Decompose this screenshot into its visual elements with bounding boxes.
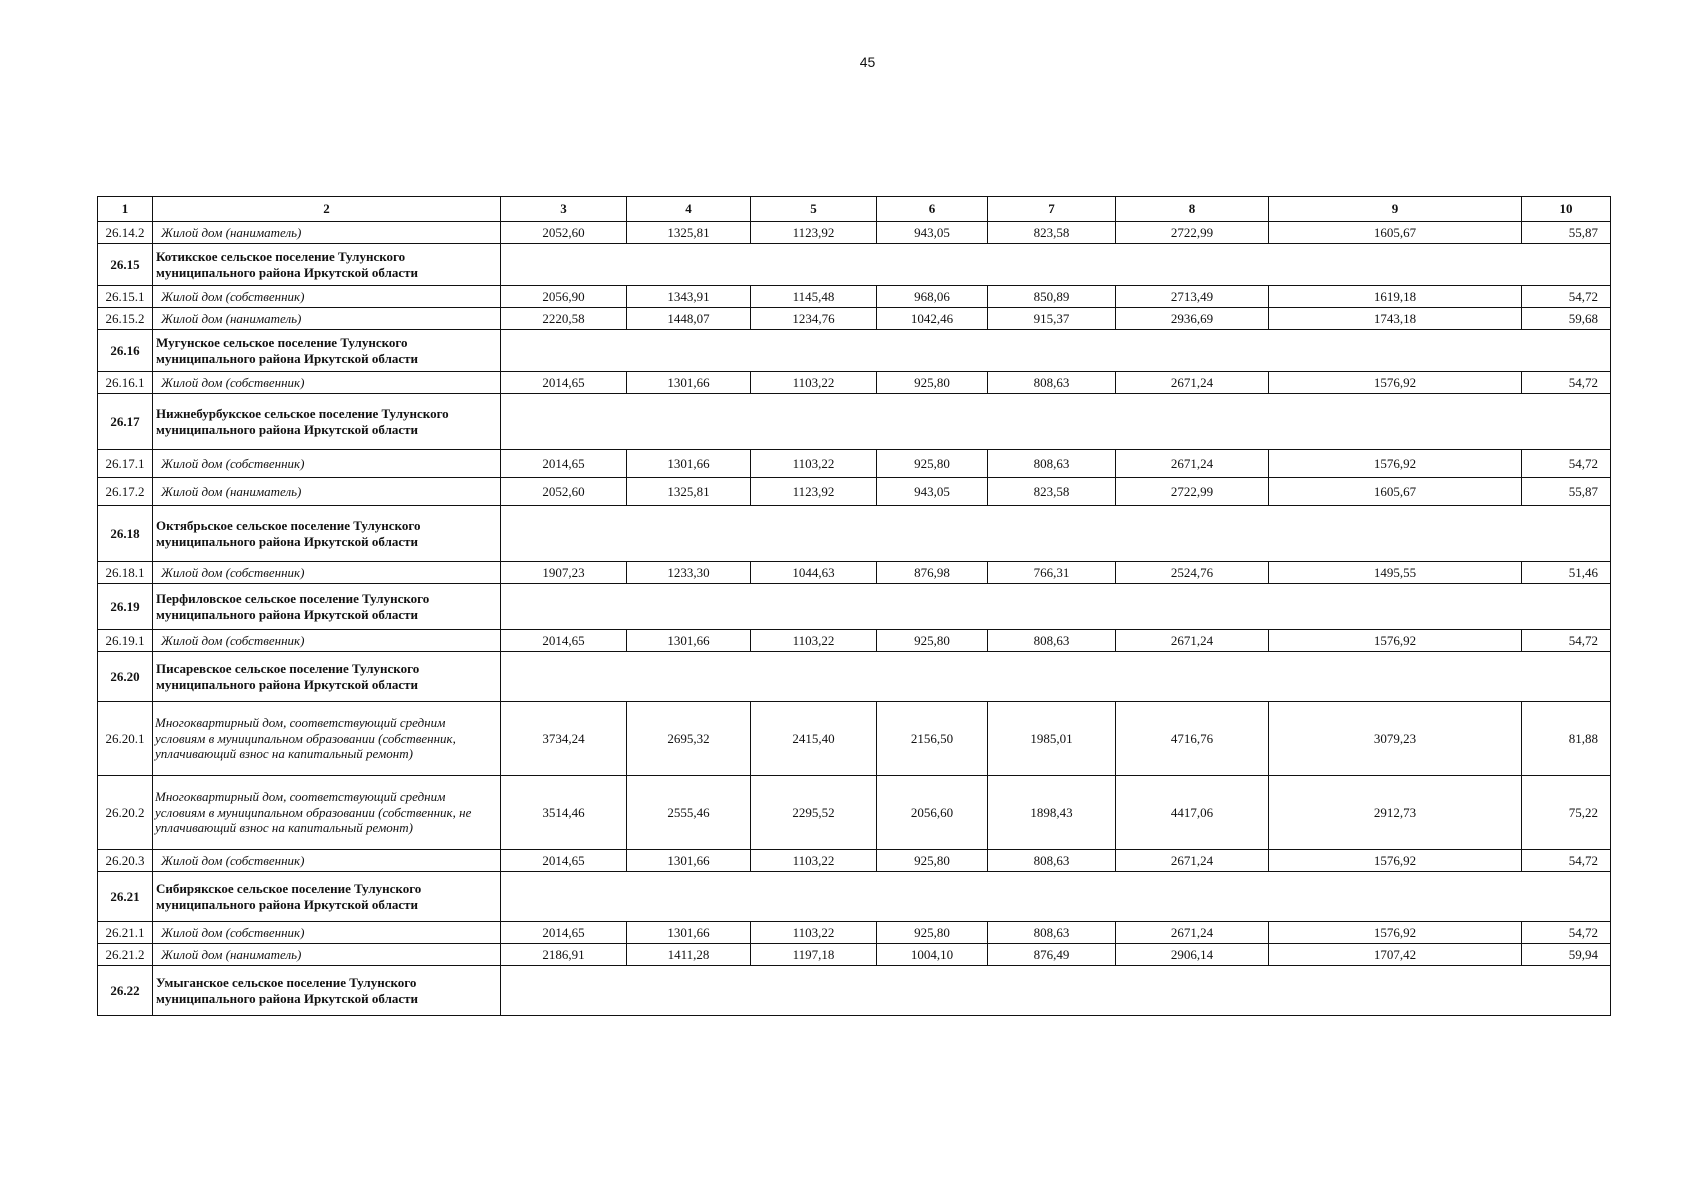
value-cell-col-7: 823,58: [988, 222, 1116, 244]
value-cell-col-4: 1325,81: [627, 222, 751, 244]
housing-type: Жилой дом (собственник): [153, 372, 501, 394]
value-cell-col-6: 2056,60: [877, 776, 988, 850]
value-cell-col-6: 925,80: [877, 850, 988, 872]
section-empty-cell: [501, 330, 1611, 372]
table-row: [98, 922, 1611, 944]
housing-type: Жилой дом (наниматель): [153, 944, 501, 966]
page-number: 45: [859, 54, 876, 70]
section-empty-cell: [501, 506, 1611, 562]
column-header: 9: [1269, 197, 1522, 222]
housing-type: Жилой дом (наниматель): [153, 308, 501, 330]
value-cell-col-6: 925,80: [877, 372, 988, 394]
value-cell-col-7: 915,37: [988, 308, 1116, 330]
row-number: 26.20.1: [98, 702, 153, 776]
value-cell-col-4: 1343,91: [627, 286, 751, 308]
value-cell-col-9: 1576,92: [1269, 850, 1522, 872]
row-number: 26.18.1: [98, 562, 153, 584]
value-cell-col-6: 943,05: [877, 478, 988, 506]
value-cell-col-7: 1898,43: [988, 776, 1116, 850]
section-row: [98, 394, 1611, 450]
value-cell-col-9: 1605,67: [1269, 222, 1522, 244]
row-number: 26.19.1: [98, 630, 153, 652]
value-cell-col-8: 2722,99: [1116, 222, 1269, 244]
table-row: [98, 222, 1611, 244]
value-cell-col-7: 808,63: [988, 850, 1116, 872]
housing-type: Жилой дом (собственник): [153, 850, 501, 872]
value-cell-col-4: 1301,66: [627, 922, 751, 944]
row-number: 26.17.1: [98, 450, 153, 478]
value-cell-col-9: 1576,92: [1269, 450, 1522, 478]
table-row: [98, 850, 1611, 872]
value-cell-col-5: 1123,92: [751, 222, 877, 244]
value-cell-col-8: 2671,24: [1116, 922, 1269, 944]
housing-type: Жилой дом (собственник): [153, 922, 501, 944]
value-cell-col-6: 943,05: [877, 222, 988, 244]
value-cell-col-8: 2671,24: [1116, 450, 1269, 478]
section-row: [98, 244, 1611, 286]
value-cell-col-3: 2014,65: [501, 372, 627, 394]
column-header: 2: [153, 197, 501, 222]
value-cell-col-10: 81,88: [1522, 702, 1611, 776]
value-cell-col-3: 2014,65: [501, 922, 627, 944]
section-title: [153, 244, 501, 286]
table-row: [98, 286, 1611, 308]
value-cell-col-7: 876,49: [988, 944, 1116, 966]
value-cell-col-9: 1707,42: [1269, 944, 1522, 966]
table-row: [98, 308, 1611, 330]
housing-type: Жилой дом (собственник): [153, 562, 501, 584]
value-cell-col-5: 1103,22: [751, 630, 877, 652]
row-number: 26.14.2: [98, 222, 153, 244]
value-cell-col-6: 925,80: [877, 450, 988, 478]
value-cell-col-6: 1042,46: [877, 308, 988, 330]
value-cell-col-6: 876,98: [877, 562, 988, 584]
table-row: [98, 702, 1611, 776]
value-cell-col-5: 1197,18: [751, 944, 877, 966]
value-cell-col-10: 54,72: [1522, 286, 1611, 308]
value-cell-col-10: 51,46: [1522, 562, 1611, 584]
value-cell-col-7: 766,31: [988, 562, 1116, 584]
value-cell-col-3: 3734,24: [501, 702, 627, 776]
value-cell-col-3: 2014,65: [501, 630, 627, 652]
value-cell-col-8: 2671,24: [1116, 850, 1269, 872]
value-cell-col-9: 1743,18: [1269, 308, 1522, 330]
section-title-text: Перфиловское сельское поселение Тулунского муниципального района Иркутской области: [156, 590, 430, 622]
value-cell-col-8: 2906,14: [1116, 944, 1269, 966]
section-row: [98, 330, 1611, 372]
value-cell-col-4: 1301,66: [627, 450, 751, 478]
section-row: [98, 506, 1611, 562]
value-cell-col-10: 75,22: [1522, 776, 1611, 850]
value-cell-col-5: 2295,52: [751, 776, 877, 850]
value-cell-col-3: 1907,23: [501, 562, 627, 584]
section-number: 26.21: [98, 872, 153, 922]
section-empty-cell: [501, 966, 1611, 1016]
section-empty-cell: [501, 394, 1611, 450]
value-cell-col-10: 54,72: [1522, 450, 1611, 478]
row-number: 26.21.2: [98, 944, 153, 966]
value-cell-col-3: 2014,65: [501, 450, 627, 478]
value-cell-col-10: 55,87: [1522, 478, 1611, 506]
section-number: 26.19: [98, 584, 153, 630]
housing-type: Жилой дом (наниматель): [153, 478, 501, 506]
section-empty-cell: [501, 872, 1611, 922]
section-row: [98, 872, 1611, 922]
value-cell-col-6: 925,80: [877, 922, 988, 944]
tariff-table: [97, 196, 1611, 1016]
value-cell-col-7: 808,63: [988, 372, 1116, 394]
row-number: 26.20.2: [98, 776, 153, 850]
value-cell-col-8: 2671,24: [1116, 372, 1269, 394]
section-title-text: Умыганское сельское поселение Тулунского муниципального района Иркутской области: [156, 974, 419, 1006]
column-header: 6: [877, 197, 988, 222]
value-cell-col-5: 2415,40: [751, 702, 877, 776]
section-number: 26.20: [98, 652, 153, 702]
section-title: [153, 652, 501, 702]
column-header: 3: [501, 197, 627, 222]
value-cell-col-4: 1301,66: [627, 850, 751, 872]
value-cell-col-7: 808,63: [988, 922, 1116, 944]
value-cell-col-5: 1103,22: [751, 372, 877, 394]
value-cell-col-4: 1301,66: [627, 630, 751, 652]
value-cell-col-3: 2052,60: [501, 478, 627, 506]
section-title: [153, 506, 501, 562]
value-cell-col-8: 2713,49: [1116, 286, 1269, 308]
value-cell-col-9: 2912,73: [1269, 776, 1522, 850]
value-cell-col-9: 1495,55: [1269, 562, 1522, 584]
housing-type: Жилой дом (собственник): [153, 630, 501, 652]
value-cell-col-7: 823,58: [988, 478, 1116, 506]
value-cell-col-8: 2936,69: [1116, 308, 1269, 330]
value-cell-col-8: 2722,99: [1116, 478, 1269, 506]
value-cell-col-5: 1044,63: [751, 562, 877, 584]
row-number: 26.21.1: [98, 922, 153, 944]
value-cell-col-5: 1234,76: [751, 308, 877, 330]
value-cell-col-4: 1411,28: [627, 944, 751, 966]
table-row: [98, 562, 1611, 584]
value-cell-col-10: 54,72: [1522, 630, 1611, 652]
column-header: 8: [1116, 197, 1269, 222]
section-empty-cell: [501, 652, 1611, 702]
value-cell-col-9: 1576,92: [1269, 630, 1522, 652]
section-number: 26.15: [98, 244, 153, 286]
column-header: 10: [1522, 197, 1611, 222]
value-cell-col-3: 2052,60: [501, 222, 627, 244]
column-header: 7: [988, 197, 1116, 222]
table-row: [98, 944, 1611, 966]
value-cell-col-3: 2186,91: [501, 944, 627, 966]
value-cell-col-10: 55,87: [1522, 222, 1611, 244]
value-cell-col-5: 1103,22: [751, 450, 877, 478]
value-cell-col-5: 1145,48: [751, 286, 877, 308]
section-title-text: Мугунское сельское поселение Тулунского муниципального района Иркутской области: [156, 334, 419, 366]
value-cell-col-7: 808,63: [988, 450, 1116, 478]
value-cell-col-5: 1103,22: [751, 850, 877, 872]
section-row: [98, 584, 1611, 630]
section-title: [153, 966, 501, 1016]
table-row: [98, 372, 1611, 394]
value-cell-col-9: 1576,92: [1269, 372, 1522, 394]
value-cell-col-3: 2014,65: [501, 850, 627, 872]
section-title-text: Котикское сельское поселение Тулунского муниципального района Иркутской области: [156, 248, 419, 280]
section-title: [153, 394, 501, 450]
column-header: 4: [627, 197, 751, 222]
section-title: [153, 584, 501, 630]
value-cell-col-7: 850,89: [988, 286, 1116, 308]
section-title-text: Нижнебурбукское сельское поселение Тулунского муниципального района Иркутской области: [156, 405, 449, 437]
row-number: 26.20.3: [98, 850, 153, 872]
section-number: 26.16: [98, 330, 153, 372]
value-cell-col-5: 1123,92: [751, 478, 877, 506]
value-cell-col-4: 2695,32: [627, 702, 751, 776]
value-cell-col-6: 1004,10: [877, 944, 988, 966]
section-empty-cell: [501, 244, 1611, 286]
housing-type: Жилой дом (собственник): [153, 286, 501, 308]
section-title-text: Октябрьское сельское поселение Тулунского муниципального района Иркутской области: [156, 517, 421, 549]
value-cell-col-3: 2220,58: [501, 308, 627, 330]
value-cell-col-7: 808,63: [988, 630, 1116, 652]
value-cell-col-8: 4716,76: [1116, 702, 1269, 776]
section-title: [153, 330, 501, 372]
column-header: 5: [751, 197, 877, 222]
value-cell-col-4: 1325,81: [627, 478, 751, 506]
value-cell-col-8: 2671,24: [1116, 630, 1269, 652]
section-number: 26.18: [98, 506, 153, 562]
value-cell-col-10: 54,72: [1522, 922, 1611, 944]
row-number: 26.17.2: [98, 478, 153, 506]
section-title-text: Писаревское сельское поселение Тулунского муниципального района Иркутской области: [156, 660, 420, 692]
value-cell-col-9: 1619,18: [1269, 286, 1522, 308]
section-row: [98, 966, 1611, 1016]
value-cell-col-10: 59,68: [1522, 308, 1611, 330]
section-title-text: Сибирякское сельское поселение Тулунского муниципального района Иркутской области: [156, 880, 422, 912]
column-header-row: [98, 197, 1611, 222]
value-cell-col-10: 54,72: [1522, 850, 1611, 872]
section-title: [153, 872, 501, 922]
value-cell-col-4: 1233,30: [627, 562, 751, 584]
housing-type: Многоквартирный дом, соответствующий средним условиям в муниципальном образовании (собственник, уплачивающий взнос на капитальный ремонт): [153, 702, 501, 776]
table-row: [98, 450, 1611, 478]
value-cell-col-3: 3514,46: [501, 776, 627, 850]
value-cell-col-10: 54,72: [1522, 372, 1611, 394]
housing-type: Жилой дом (наниматель): [153, 222, 501, 244]
row-number: 26.15.1: [98, 286, 153, 308]
value-cell-col-5: 1103,22: [751, 922, 877, 944]
housing-type: Жилой дом (собственник): [153, 450, 501, 478]
value-cell-col-7: 1985,01: [988, 702, 1116, 776]
table-row: [98, 630, 1611, 652]
value-cell-col-6: 2156,50: [877, 702, 988, 776]
row-number: 26.16.1: [98, 372, 153, 394]
value-cell-col-4: 1448,07: [627, 308, 751, 330]
value-cell-col-9: 3079,23: [1269, 702, 1522, 776]
value-cell-col-3: 2056,90: [501, 286, 627, 308]
housing-type: Многоквартирный дом, соответствующий средним условиям в муниципальном образовании (собственник, не уплачивающий взнос на капитальный ремонт): [153, 776, 501, 850]
value-cell-col-8: 2524,76: [1116, 562, 1269, 584]
section-number: 26.17: [98, 394, 153, 450]
table-body: [98, 197, 1611, 1016]
value-cell-col-9: 1605,67: [1269, 478, 1522, 506]
column-header: 1: [98, 197, 153, 222]
table-row: [98, 478, 1611, 506]
value-cell-col-10: 59,94: [1522, 944, 1611, 966]
value-cell-col-4: 1301,66: [627, 372, 751, 394]
value-cell-col-6: 968,06: [877, 286, 988, 308]
section-empty-cell: [501, 584, 1611, 630]
value-cell-col-9: 1576,92: [1269, 922, 1522, 944]
table-row: [98, 776, 1611, 850]
section-row: [98, 652, 1611, 702]
section-number: 26.22: [98, 966, 153, 1016]
row-number: 26.15.2: [98, 308, 153, 330]
value-cell-col-6: 925,80: [877, 630, 988, 652]
value-cell-col-4: 2555,46: [627, 776, 751, 850]
value-cell-col-8: 4417,06: [1116, 776, 1269, 850]
